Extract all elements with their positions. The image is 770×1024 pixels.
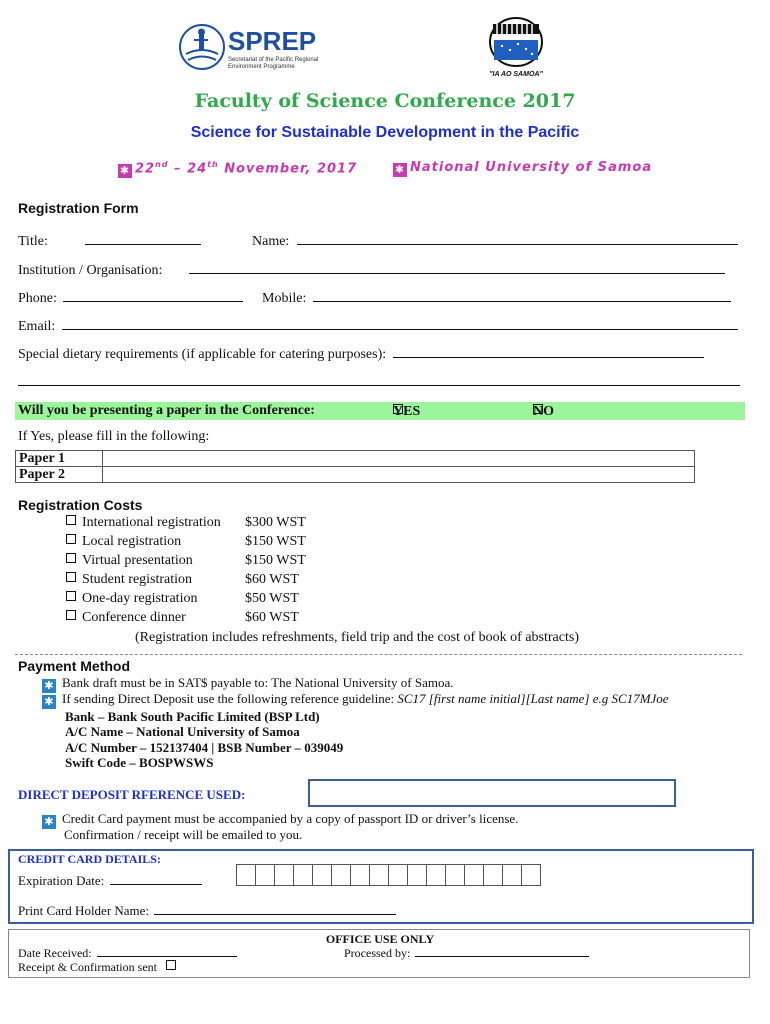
magenta-star-bullet-icon: ✱	[394, 163, 406, 176]
receipt-confirmation-field[interactable]: Receipt & Confirmation sent	[18, 960, 182, 975]
conference-dates: ✱ 22nd – 24th November, 2017	[119, 160, 358, 178]
checkbox-icon[interactable]	[66, 534, 76, 544]
papers-table	[15, 450, 695, 483]
credit-card-note: ✱ Credit Card payment must be accompanied by a copy of passport ID or driver’s license.	[42, 811, 518, 829]
card-holder-name-field[interactable]: Print Card Holder Name:	[18, 902, 396, 919]
blue-star-bullet-icon: ✱	[42, 815, 56, 829]
confirmation-note: Confirmation / receipt will be emailed to you.	[64, 827, 303, 842]
svg-text:Secretariat of the Pacific Reg: Secretariat of the Pacific Regional	[228, 57, 319, 63]
title-field[interactable]: Title:	[18, 232, 201, 250]
name-field[interactable]: Name:	[252, 232, 738, 250]
checkbox-icon[interactable]	[66, 553, 76, 563]
email-field[interactable]: Email:	[18, 317, 738, 335]
conference-venue: ✱ National University of Samoa	[394, 160, 653, 176]
date-received-field[interactable]: Date Received:	[18, 946, 237, 961]
cost-option-local[interactable]: Local registration $150 WST	[66, 534, 306, 550]
paper-1-label: Paper 1	[16, 451, 103, 467]
magenta-star-bullet-icon: ✱	[119, 164, 131, 178]
costs-note: (Registration includes refreshments, field trip and the cost of book of abstracts)	[135, 630, 579, 645]
payment-method-heading: Payment Method	[18, 658, 131, 674]
table-row	[16, 451, 695, 467]
svg-text:SPREP: SPREP	[228, 26, 317, 56]
registration-costs-heading: Registration Costs	[18, 497, 143, 513]
cost-option-one-day[interactable]: One-day registration $50 WST	[66, 591, 299, 607]
credit-card-heading: CREDIT CARD DETAILS:	[18, 852, 161, 866]
cost-option-dinner[interactable]: Conference dinner $60 WST	[66, 610, 299, 626]
blue-star-bullet-icon: ✱	[42, 679, 56, 693]
section-divider	[15, 654, 742, 655]
nus-seal-logo	[484, 16, 554, 78]
presenting-question: Will you be presenting a paper in the Conference:	[18, 403, 315, 418]
expiration-date-field[interactable]: Expiration Date:	[18, 872, 202, 889]
bank-name: Bank – Bank South Pacific Limited (BSP Ltd)	[65, 709, 320, 724]
dietary-field[interactable]: Special dietary requirements (if applicable for catering purposes):	[18, 345, 704, 363]
payment-bullet-bank-draft: ✱ Bank draft must be in SAT$ payable to: The National University of Samoa.	[42, 675, 454, 693]
registration-form-heading: Registration Form	[18, 200, 139, 216]
conference-subtitle: Science for Sustainable Development in the Pacific	[190, 124, 580, 141]
swift-code: Swift Code – BOSPWSWS	[65, 755, 214, 770]
sprep-logo	[178, 20, 319, 76]
checkbox-icon[interactable]	[66, 610, 76, 620]
office-use-heading: OFFICE USE ONLY	[325, 932, 435, 946]
svg-text:"IA AO SAMOA": "IA AO SAMOA"	[489, 71, 543, 78]
cost-option-virtual[interactable]: Virtual presentation $150 WST	[66, 553, 306, 569]
phone-field[interactable]: Phone:	[18, 289, 243, 307]
checkbox-icon[interactable]	[66, 515, 76, 525]
conference-title: Faculty of Science Conference 2017	[194, 90, 576, 112]
mobile-field[interactable]: Mobile:	[262, 289, 731, 307]
presenting-question-bar: Will you be presenting a paper in the Conference: YES NO	[15, 402, 745, 420]
table-row	[16, 467, 695, 483]
card-number-input[interactable]	[236, 864, 541, 886]
account-name: A/C Name – National University of Samoa	[65, 724, 300, 739]
direct-deposit-reference-input[interactable]	[308, 779, 676, 807]
checkbox-icon[interactable]	[66, 572, 76, 582]
account-number: A/C Number – 152137404 | BSB Number – 039049	[65, 740, 344, 755]
processed-by-field[interactable]: Processed by:	[344, 946, 589, 961]
checkbox-icon[interactable]	[66, 591, 76, 601]
cost-option-student[interactable]: Student registration $60 WST	[66, 572, 299, 588]
paper-2-input[interactable]	[103, 467, 695, 483]
checkbox-icon[interactable]	[166, 960, 176, 970]
paper-1-input[interactable]	[103, 451, 695, 467]
if-yes-instruction: If Yes, please fill in the following:	[18, 429, 210, 444]
dietary-continuation-line[interactable]	[18, 385, 740, 386]
direct-deposit-reference-label: DIRECT DEPOSIT RFERENCE USED:	[18, 787, 246, 802]
institution-field[interactable]: Institution / Organisation:	[18, 261, 725, 279]
blue-star-bullet-icon: ✱	[42, 695, 56, 709]
cost-option-international[interactable]: International registration $300 WST	[66, 515, 306, 531]
payment-bullet-direct-deposit: ✱ If sending Direct Deposit use the following reference guideline: SC17 [first name initial][Last name] e.g SC17MJoe	[42, 691, 669, 709]
paper-2-label: Paper 2	[16, 467, 103, 483]
svg-text:Environment Programme: Environment Programme	[228, 64, 295, 70]
